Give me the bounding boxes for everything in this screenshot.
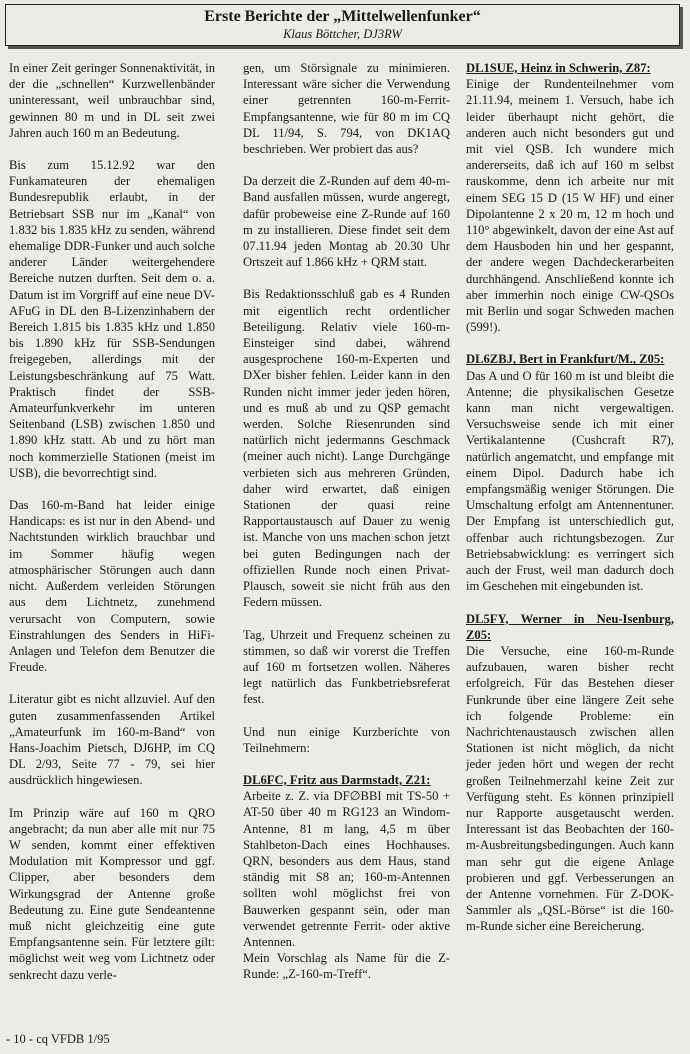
report-heading: DL1SUE, Heinz in Schwerin, Z87: xyxy=(466,61,651,75)
paragraph: gen, um Störsignale zu minimieren. Interessant wäre sicher die Verwendung einer getrennten 160-m-Ferrit-Empfangsantenne, wie für 80 m im CQ DL 11/94, S. 794, von DK1AQ beschrieben. Wer probiert das aus? xyxy=(243,61,450,157)
paragraph: Da derzeit die Z-Runden auf dem 40-m-Band ausfallen müssen, wurde angeregt, dafür probeweise eine Z-Runde auf 160 m zu installieren. Diese findet seit dem 07.11.94 jeden Montag ab 20.30 Uhr Ortszeit auf 1.866 kHz + QRM statt. xyxy=(243,174,450,270)
report-text: Das A und O für 160 m ist und bleibt die Antenne; die physikalischen Gesetze kann man nicht vergewaltigen. Versuchsweise sende ich mit einer Vertikalantenne (Cushcraft R7), natürlich angematcht, und empfange mit einem Dipol. Dadurch habe ich empfangsmäßig weniger Störungen. Die Umschaltung erfolgt am Antennentuner. Der Empfang ist unterschiedlich gut, offenbar auch richtungsbezogen. Zur Betriebsabwicklung: es verringert sich auch der Frust, weil man dadurch doch im Geschehen mit eingebunden ist. xyxy=(466,368,674,594)
paragraph: Und nun einige Kurzberichte von Teilnehmern: xyxy=(243,724,450,755)
paragraph: In einer Zeit geringer Sonnenaktivität, in der die „schnellen“ Kurzwellenbänder uninteressant, weil unbrauchbar sind, gewinnen 80 m und in DL seit zwei Jahren auch 160 m an Bedeutung. xyxy=(9,61,215,140)
report-heading: DL6FC, Fritz aus Darmstadt, Z21: xyxy=(243,772,431,787)
column-2 xyxy=(243,60,450,983)
article-title: Erste Berichte der „Mittelwellenfunker“ xyxy=(204,8,481,25)
column-3 xyxy=(466,60,674,951)
paragraph: Das 160-m-Band hat leider einige Handicaps: es ist nur in den Abend- und Nachtstunden wirklich brauchbar und im Sommer häufig wegen atmosphärischer Störungen auch dann nicht. Außerdem verleiden Störungen aus dem Lichtnetz, zunehmend verursacht von Computern, sowie Einstrahlungen des Senders in HiFi-Anlagen und Telefon dem Benutzer die Freude. xyxy=(9,498,215,675)
paragraph: Literatur gibt es nicht allzuviel. Auf den guten zusammenfassenden Artikel „Amateurfunk im 160-m-Band“ von Hans-Joachim Pietsch, DJ6HP, im CQ DL 2/93, Seite 77 - 79, sei hier ausdrücklich hingewiesen. xyxy=(9,692,215,788)
report-text: Einige der Rundenteilnehmer vom 21.11.94, meinem 1. Versuch, habe ich leider überhaupt nicht gehört, die anderen auch nicht besonders gut und mit viel QSB. Ich wundere mich andererseits, daß ich auf 160 m selbst rauskomme, denn ich arbeite nur mit einem SEG 15 D (15 W HF) und einer Dipolantenne 2 x 20 m, 12 m hoch und 110° abgewinkelt, davon der eine Ast auf dem Hausboden hin und her gespannt, der andere wegen Dachdeckerarbeiten durchhängend. Anschließend konnte ich aber immerhin noch einige CW-QSOs mit Berlin und sogar Schweden machen (599!). xyxy=(466,77,674,335)
report-text: Mein Vorschlag als Name für die Z-Runde: „Z-160-m-Treff“. xyxy=(243,951,450,982)
article-author: Klaus Böttcher, DJ3RW xyxy=(283,27,402,41)
paragraph: Tag, Uhrzeit und Frequenz scheinen zu stimmen, so daß wir vorerst die Treffen auf 160 m fortsetzen wollen. Näheres legt natürlich das Funkbetriebsreferat fest. xyxy=(243,627,450,707)
report-text: Die Versuche, eine 160-m-Runde aufzubauen, waren bisher recht erfolgreich. Für das Bestehen dieser Funkrunde über eine längere Zeit sehe ich folgende Probleme: ein Nachrichtenaustausch zwischen allen Stationen ist nicht möglich, da nicht jeder jeden hört und wegen der recht großen Teilnehmerzahl keine Zeit zur Verfügung steht. Es können prinzipiell nur Rapporte ausgetauscht werden. Interessant ist das Beobachten der 160-m-Ausbreitungsbedingungen. Auch kann man sehr gut die eigene Anlage probieren und ggf. Verbesserungen an der Antenne vornehmen. Für Z-DOK-Sammler als „QSL-Börse“ ist die 160-m-Runde sicher eine Bereicherung. xyxy=(466,643,674,934)
column-1 xyxy=(9,60,215,999)
article-header xyxy=(5,4,680,46)
paragraph: Bis Redaktionsschluß gab es 4 Runden mit eigentlich recht ordentlicher Beteiligung. Relativ viele 160-m-Einsteiger sind dabei, während ausgesprochene 160-m-Experten und DXer bisher fehlen. Leider kann in den Runden nicht immer jeder jeden hören, und es muß ab und zu QSP gemacht werden. Solche Riesenrunden sind natürlich nicht jedermanns Geschmack (meiner auch nicht). Lange Durchgänge verbieten sich aus mehreren Gründen, daher wird erwartet, daß einigen Stationen der quasi reine Rapportaustausch auf Dauer zu wenig ist. Manche von uns machen schon jetzt bei guten Bedingungen nach der offiziellen Runde noch einen Privat-Plausch, soweit sie nicht früh aus den Federn müssen. xyxy=(243,287,450,610)
report-heading: DL5FY, Werner in Neu-Isenburg, Z05: xyxy=(466,611,674,642)
report-heading: DL6ZBJ, Bert in Frankfurt/M., Z05: xyxy=(466,352,665,367)
page-footer: - 10 - cq VFDB 1/95 xyxy=(6,1032,110,1046)
report-text: Arbeite z. Z. via DF∅BBI mit TS-50 + AT-50 über 40 m RG123 an Windom-Antenne, 81 m lang, 4,5 m über Stahlbeton-Dach eines Hochhauses. QRN, besonders aus dem Haus, stand ständig mit S8 an; 160-m-Antennen sollten wohl möglichst frei von Bauwerken gespannt sein, oder man verwendet getrennte Ferrit- oder aktive Antennen. xyxy=(243,789,450,949)
paragraph: Im Prinzip wäre auf 160 m QRO angebracht; da nun aber alle mit nur 75 W senden, kommt einer effektiven Modulation mit Kompressor und ggf. Clipper, aber besonders dem Wirkungsgrad der Antenne große Bedeutung zu. Eine gute Sendeantenne muß nicht gleichzeitig eine gute Empfangsantenne sein. Für letztere gilt: möglichst weit weg vom Lichtnetz oder senkrecht dazu verle- xyxy=(9,805,215,982)
paragraph: Bis zum 15.12.92 war den Funkamateuren der ehemaligen Bundesrepublik erlaubt, in der Betriebsart SSB nur im „Kanal“ von 1.832 bis 1.835 kHz zu senden, während ehemalige DDR-Funker und auch solche anderer Länder weitergehendere Bereiche nutzen durften. Seit dem o. a. Datum ist im Vorgriff auf eine neue DV-AFuG in DL den B-Lizenzinhabern der Bereich 1.815 bis 1.835 kHz und 1.850 bis 1.890 kHz für SSB-Sendungen freigegeben, allerdings mit der Leistungsbeschränkung auf 75 Watt. Praktisch findet der SSB-Amateurfunkverkehr im unteren Seitenband (LSB) zwischen 1.850 und 1.890 kHz statt. Ab und zu hört man noch kommerzielle Stationen (meist im USB), die bevorrechtigt sind. xyxy=(9,158,215,480)
